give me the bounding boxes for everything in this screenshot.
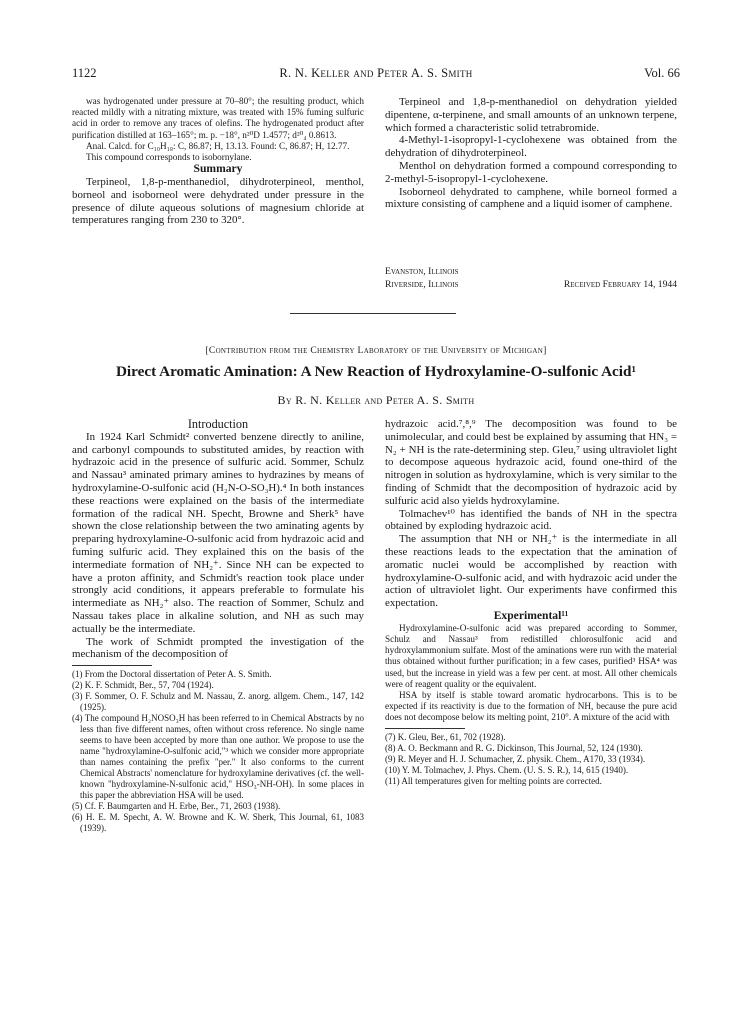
footnote-rule: [72, 665, 152, 666]
experimental-heading: Experimental¹¹: [493, 608, 569, 622]
main-left-column: [72, 418, 364, 834]
previous-article-right-column: [385, 96, 677, 211]
summary-paragraph: 4-Methyl-1-isopropyl-1-cyclohexene was obtained from the dehydration of dihydroterpineol.: [385, 134, 677, 160]
article-divider: [290, 313, 456, 314]
summary-paragraph: Terpineol and 1,8-p-menthanediol on dehydration yielded dipentene, α-terpinene, and small amounts of an unknown terpene, which formed a characteristic solid tetrabromide.: [385, 96, 677, 134]
footnote: (6) H. E. M. Specht, A. W. Browne and K. W. Sherk, This Journal, 61, 1083 (1939).: [72, 812, 364, 834]
introduction-paragraph: The work of Schmidt prompted the investigation of the mechanism of the decomposition of: [72, 635, 364, 661]
byline: By R. N. Keller and Peter A. S. Smith: [277, 393, 475, 407]
previous-article-note: This compound corresponds to isobornylane.: [86, 152, 252, 163]
footnote: (5) Cf. F. Baumgarten and H. Erbe, Ber., 71, 2603 (1938).: [72, 801, 281, 812]
page-number: 1122: [72, 66, 97, 80]
experimental-paragraph: HSA by itself is stable toward aromatic hydrocarbons. This is to be expected if its reactivity is due to the formation of NH, because the pure acid does not decompose below its melting point, 210°. A mixture of the acid with: [385, 689, 677, 723]
dateline-city: Riverside, Illinois: [385, 278, 459, 290]
dateline-cities: [385, 266, 459, 291]
footnote: (3) F. Sommer, O. F. Schulz and M. Nassau, Z. anorg. allgem. Chem., 147, 142 (1925).: [72, 691, 364, 713]
body-paragraph: Tolmachev¹⁰ has identified the bands of NH in the spectra obtained by exploding hydrazoic acid.: [385, 507, 677, 533]
footnote: (4) The compound H₂NOSO₃H has been referred to in Chemical Abstracts by no less than five different names, often without cross reference. No single name seems to have been accepted by more than one author. We propose to use the name "hydroxylamine-O-sulfonic acid,"³ which we consider more appropriate than names containing the prefix "per." It also conforms to the current Chemical Abstracts' nomenclature for hydroxylamine derivatives (cf. the well-known "hydroxylamine-N-sulfonic acid," HSO₃-NH-OH). In some places in this paper the abbreviation HSA will be used.: [72, 713, 364, 801]
footnote: (2) K. F. Schmidt, Ber., 57, 704 (1924).: [72, 680, 214, 691]
introduction-paragraph: In 1924 Karl Schmidt² converted benzene directly to aniline, and carbonyl compounds to substituted amides, by reaction with hydrazoic acid in the presence of sulfuric acid. Sommer, Schulz and Nassau³ aminated primary amines to hydrazines by means of hydroxylamine-O-sulfonic acid (H₂N-O-SO₃H).⁴ In both instances these reactions were explained on the basis of the intermediate formation of the radical NH. Specht, Browne and Sherk⁵ have shown the close relationship between the two aminating agents by preparing hydroxylamine-O-sulfonic acid from hydrazoic acid and fuming sulfuric acid. They explained this on the basis of the intermediate formation of NH₂⁺. Since NH can be expected to have a proton affinity, and Schmidt's reaction took place under strongly acid conditions, it appears preferable to formulate his intermediate as NH₂⁺ also. The reaction of Sommer, Schulz and Nassau takes place in alkaline solution, and NH as such may actually be the intermediate.: [72, 430, 364, 635]
footnote-rule: [385, 728, 465, 729]
article-title: Direct Aromatic Amination: A New Reaction of Hydroxylamine-O-sulfonic Acid¹: [115, 363, 637, 380]
received-date: Received February 14, 1944: [563, 278, 677, 290]
footnote: (7) K. Gleu, Ber., 61, 702 (1928).: [385, 731, 506, 742]
summary-heading: Summary: [193, 162, 243, 176]
footnote: (9) R. Meyer and H. J. Schumacher, Z. physik. Chem., A170, 33 (1934).: [385, 753, 646, 764]
contribution-line: [Contribution from the Chemistry Laboratory of the University of Michigan]: [205, 345, 547, 356]
running-head-authors: R. N. Keller and Peter A. S. Smith: [279, 66, 473, 80]
dateline: [385, 266, 677, 292]
dateline-city: Evanston, Illinois: [385, 266, 459, 277]
volume-label: Vol. 66: [644, 66, 680, 80]
summary-paragraph: Menthol on dehydration formed a compound corresponding to 2-methyl-5-isopropyl-1-cyclohexene.: [385, 159, 677, 185]
introduction-heading: Introduction: [187, 417, 249, 431]
summary-text: Terpineol, 1,8-p-menthanediol, dihydroterpineol, menthol, borneol and isoborneol were dehydrated under pressure in the presence of dilute aqueous solutions of magnesium chloride at temperatures ranging from 230 to 320°.: [72, 176, 364, 227]
previous-article-left-column: [72, 96, 364, 227]
previous-article-paragraph: was hydrogenated under pressure at 70–80°; the resulting product, which reacted mildly with a nitrating mixture, was treated with 15% fuming sulfuric acid in order to remove any traces of olefins. The hydrogenated product after purification distilled at 163–165°; m. p. −18°, n²⁰D 1.4577; d²⁰₄ 0.8613.: [72, 96, 364, 140]
experimental-paragraph: Hydroxylamine-O-sulfonic acid was prepared according to Sommer, Schulz and Nassau³ from redistilled chlorosulfonic acid and hydroxylammonium sulfate. Most of the aminations were run with the material thus obtained without further purification; in a few cases, purified³ HSA⁴ was used, but the increase in yield was a few per cent. at most. All other chemicals were of reagent quality or the equivalent.: [385, 622, 677, 689]
body-paragraph: The assumption that NH or NH₂⁺ is the intermediate in all these reactions leads to the expectation that the amination of aromatic nuclei would be accomplished by reaction with hydroxylamine-O-sulfonic acid, and with hydrazoic acid under the action of ultraviolet light. Our experiments have confirmed this expectation.: [385, 533, 677, 610]
footnote: (10) Y. M. Tolmachev, J. Phys. Chem. (U. S. S. R.), 14, 615 (1940).: [385, 764, 629, 775]
analysis-line: Anal. Calcd. for C₁₀H₁₈: C, 86.87; H, 13.13. Found: C, 86.87; H, 12.77.: [86, 140, 350, 151]
footnote: (1) From the Doctoral dissertation of Peter A. S. Smith.: [72, 669, 272, 680]
summary-paragraph: Isoborneol dehydrated to camphene, while borneol formed a mixture consisting of camphene and a liquid isomer of camphene.: [385, 185, 677, 211]
footnote: (8) A. O. Beckmann and R. G. Dickinson, This Journal, 52, 124 (1930).: [385, 742, 643, 753]
footnote: (11) All temperatures given for melting points are corrected.: [385, 775, 602, 786]
body-paragraph: hydrazoic acid.⁷,⁸,⁹ The decomposition was found to be unimolecular, and could best be explained by assuming that HN₃ = N₂ + NH is the rate-determining step. Gleu,⁷ using ultraviolet light to decompose aqueous hydrazoic acid, found one-third of the nitrogen in solution as hydroxylamine, which is very similar to the finding of Schmidt that the decomposition of hydrazoic acid by sulfuric acid also yields hydroxylamine.: [385, 418, 677, 507]
main-right-column: [385, 418, 677, 787]
running-head: [72, 66, 680, 84]
